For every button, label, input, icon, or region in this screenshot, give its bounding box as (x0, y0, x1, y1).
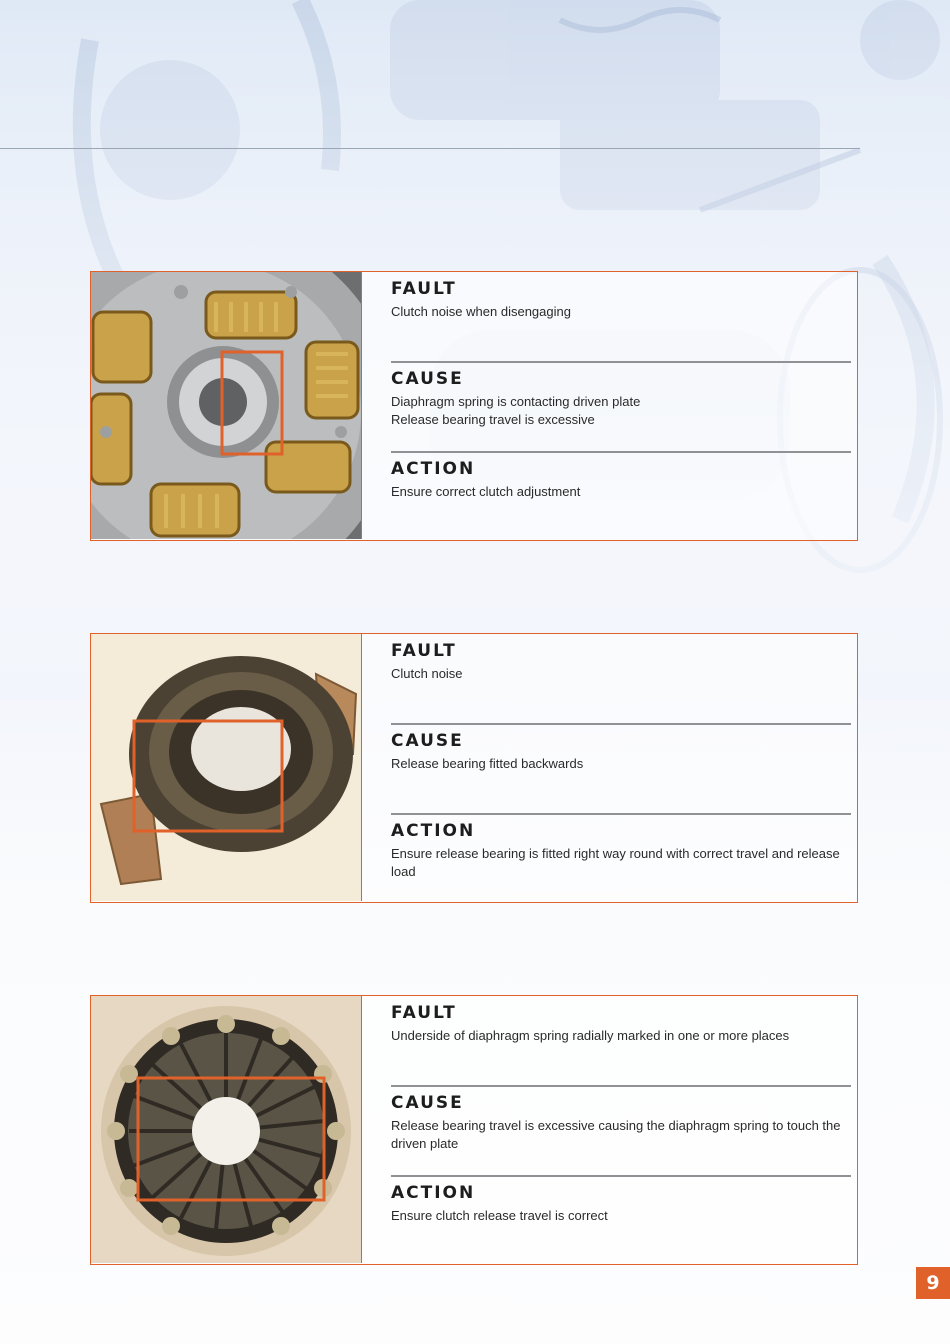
cause-heading: CAUSE (391, 369, 464, 389)
action-section (391, 459, 851, 501)
section-divider (391, 451, 851, 453)
action-section (391, 1183, 851, 1225)
fault-section (391, 641, 851, 683)
action-heading: ACTION (391, 1183, 476, 1203)
fault-card-3 (90, 995, 858, 1265)
header-rule (0, 148, 860, 149)
fault-card-1 (90, 271, 858, 541)
page-number-badge: 9 (916, 1267, 950, 1299)
cause-text: Release bearing fitted backwards (391, 756, 584, 771)
section-divider (391, 1085, 851, 1087)
cause-text: Diaphragm spring is contacting driven plate (391, 394, 641, 409)
cause-section (391, 369, 851, 429)
action-text: Ensure release bearing is fitted right way round with correct travel and release load (391, 846, 840, 879)
fault-text: Clutch noise (391, 666, 463, 681)
cause-text: Release bearing travel is excessive causing the diaphragm spring to touch the driven plate (391, 1118, 841, 1151)
section-divider (391, 1175, 851, 1177)
action-section (391, 821, 851, 881)
action-heading: ACTION (391, 821, 476, 841)
fault-heading: FAULT (391, 279, 457, 299)
action-heading: ACTION (391, 459, 476, 479)
fault-section (391, 279, 851, 321)
fault-text: Clutch noise when disengaging (391, 304, 571, 319)
fault-heading: FAULT (391, 1003, 457, 1023)
cause-section (391, 731, 851, 773)
fault-details-2 (391, 634, 851, 901)
cause-heading: CAUSE (391, 731, 464, 751)
fault-section (391, 1003, 851, 1045)
diaphragm-spring-photo (91, 996, 362, 1263)
fault-card-2 (90, 633, 858, 903)
cause-heading: CAUSE (391, 1093, 464, 1113)
fault-heading: FAULT (391, 641, 457, 661)
action-text: Ensure correct clutch adjustment (391, 484, 581, 499)
cause-section (391, 1093, 851, 1153)
section-divider (391, 361, 851, 363)
fault-text: Underside of diaphragm spring radially marked in one or more places (391, 1028, 790, 1043)
cause-text: Release bearing travel is excessive (391, 412, 595, 427)
fault-details-3 (391, 996, 851, 1263)
section-divider (391, 723, 851, 725)
release-bearing-photo (91, 634, 362, 901)
action-text: Ensure clutch release travel is correct (391, 1208, 608, 1223)
section-divider (391, 813, 851, 815)
fault-details-1 (391, 272, 851, 539)
clutch-driven-plate-photo (91, 272, 362, 539)
